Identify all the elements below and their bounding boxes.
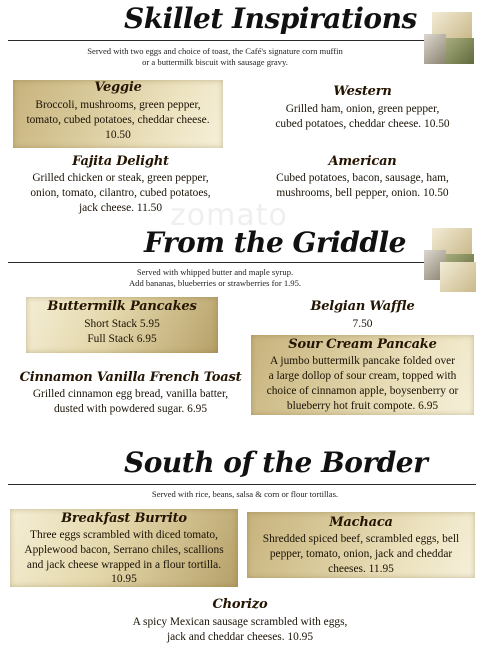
item-description: a large dollop of sour cream, topped with [268, 370, 457, 382]
item-description: pepper, tomato, onion, jack and cheddar [269, 548, 453, 560]
item-description: cubed potatoes, cheddar cheese. 10.50 [275, 118, 450, 130]
item-name: Fajita Delight [72, 154, 169, 169]
item-name: Western [333, 84, 392, 99]
item-description: Applewood bacon, Serrano chiles, scallions [24, 544, 224, 556]
item-description: Full Stack 6.95 [87, 333, 157, 345]
section-rule [8, 40, 428, 41]
watermark: zomato [170, 198, 288, 233]
item-description: choice of cinnamon apple, boysenberry or [266, 385, 459, 397]
item-description: blueberry hot fruit compote. 6.95 [286, 400, 439, 412]
item-description: tomato, cubed potatoes, cheddar cheese. [26, 114, 210, 126]
item-description: Three eggs scrambled with diced tomato, [30, 529, 218, 541]
item-name: Machaca [329, 515, 393, 530]
section-subtitle: or a buttermilk biscuit with sausage gravy. [142, 57, 288, 67]
item-description: mushrooms, bell pepper, onion. 10.50 [276, 187, 449, 199]
item-description: Grilled ham, onion, green pepper, [285, 103, 440, 115]
section-subtitle: Served with two eggs and choice of toast, the Café's signature corn muffin [87, 46, 343, 56]
item-name: Chorizo [212, 597, 268, 612]
item-description: dusted with powdered sugar. 6.95 [53, 403, 208, 415]
item-price: 10.95 [111, 573, 137, 585]
item-description: A jumbo buttermilk pancake folded over [269, 355, 456, 367]
item-name: Veggie [94, 80, 142, 95]
item-description: Grilled cinnamon egg bread, vanilla batter, [32, 388, 229, 400]
item-description: A spicy Mexican sausage scrambled with eggs, [132, 616, 348, 628]
item-description: Short Stack 5.95 [84, 318, 160, 330]
section-rule [8, 484, 476, 485]
section-title-border: South of the Border [124, 446, 428, 479]
section-title-skillet: Skillet Inspirations [124, 2, 417, 35]
item-name: American [328, 154, 397, 169]
section-subtitle: Served with rice, beans, salsa & corn or flour tortillas. [151, 489, 339, 499]
decorative-squares [424, 12, 472, 60]
item-description: Cubed potatoes, bacon, sausage, ham, [276, 172, 449, 184]
item-name: Breakfast Burrito [61, 511, 187, 526]
section-subtitle: Add bananas, blueberries or strawberries for 1.95. [128, 278, 302, 288]
item-name: Sour Cream Pancake [288, 337, 437, 352]
item-price: 10.50 [105, 129, 131, 141]
item-description: jack and cheddar cheeses. 10.95 [166, 631, 314, 643]
item-description: Grilled chicken or steak, green pepper, [32, 172, 209, 184]
item-name: Buttermilk Pancakes [47, 299, 197, 314]
item-price: 7.50 [352, 318, 373, 330]
item-description: jack cheese. 11.50 [78, 202, 163, 214]
item-description: and jack cheese wrapped in a flour tortilla. [26, 559, 222, 571]
section-subtitle: Served with whipped butter and maple syrup. [136, 267, 294, 277]
section-rule [8, 262, 428, 263]
item-name: Belgian Waffle [310, 299, 415, 314]
section-title-griddle: From the Griddle [144, 226, 406, 259]
item-description: Broccoli, mushrooms, green pepper, [35, 99, 201, 111]
item-description: cheeses. 11.95 [328, 563, 394, 575]
item-name: Cinnamon Vanilla French Toast [19, 370, 242, 385]
decorative-square [440, 262, 476, 292]
item-description: Shredded spiced beef, scrambled eggs, bell [262, 533, 460, 545]
item-description: onion, tomato, cilantro, cubed potatoes, [30, 187, 211, 199]
